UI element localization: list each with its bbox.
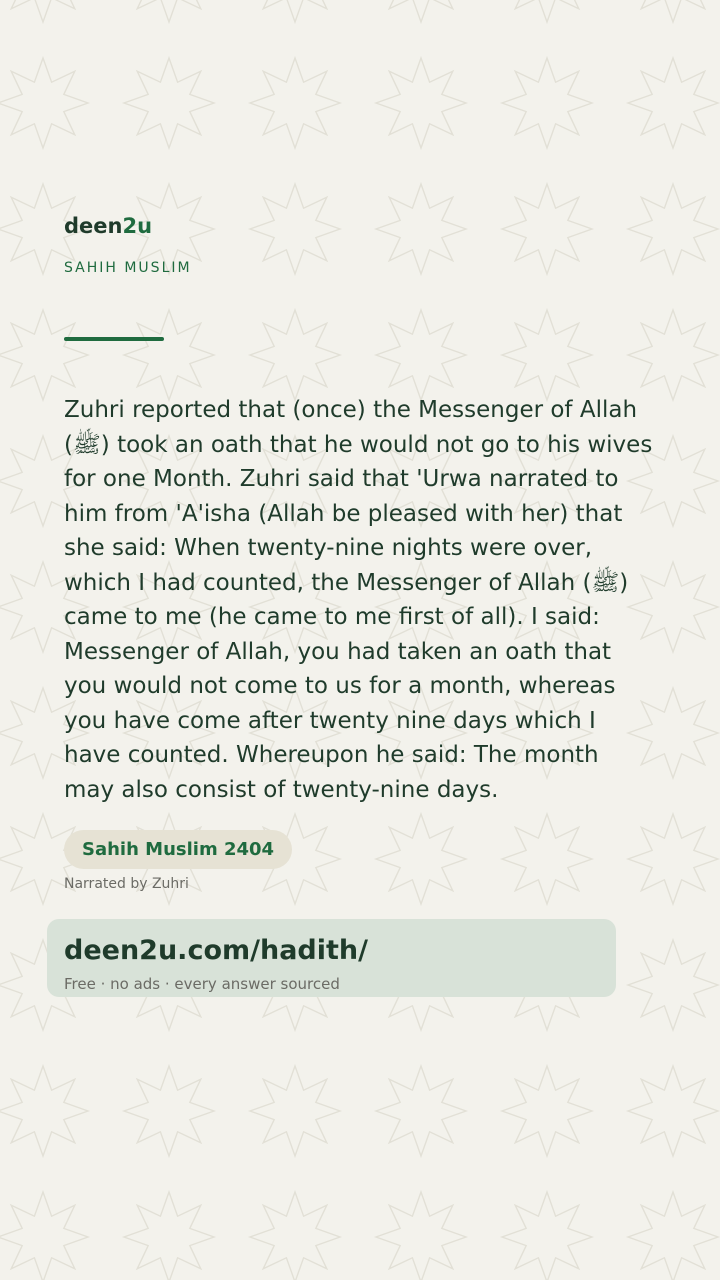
divider [64, 337, 164, 341]
brand-logo [64, 212, 152, 240]
hadith-reference-badge: Sahih Muslim 2404 [64, 830, 292, 869]
cta-card[interactable] [47, 919, 616, 997]
website-link[interactable]: deen2u.com/hadith/ [64, 935, 369, 966]
brand-name: deen [64, 214, 123, 238]
cta-tagline: Free · no ads · every answer sourced [64, 975, 340, 993]
hadith-text: Zuhri reported that (once) the Messenger of Allah (ﷺ) took an oath that he would not go to his wives for one Month. Zuhri said that 'Urwa narrated to him from 'A'isha (Allah be pleased with her) that she said: When twenty-nine nights were over, which I had counted, the Messenger of Allah (ﷺ) came to me (he came to me first of all). I said: Messenger of Allah, you had taken an oath that you would not come to us for a month, whereas you have come after twenty nine days which I have counted. Whereupon he said: The month may also consist of twenty-nine days. [64, 397, 653, 803]
brand-name-accent: 2u [122, 214, 153, 238]
collection-label: SAHIH MUSLIM [64, 260, 192, 276]
narrator-label: Narrated by Zuhri [64, 876, 189, 892]
